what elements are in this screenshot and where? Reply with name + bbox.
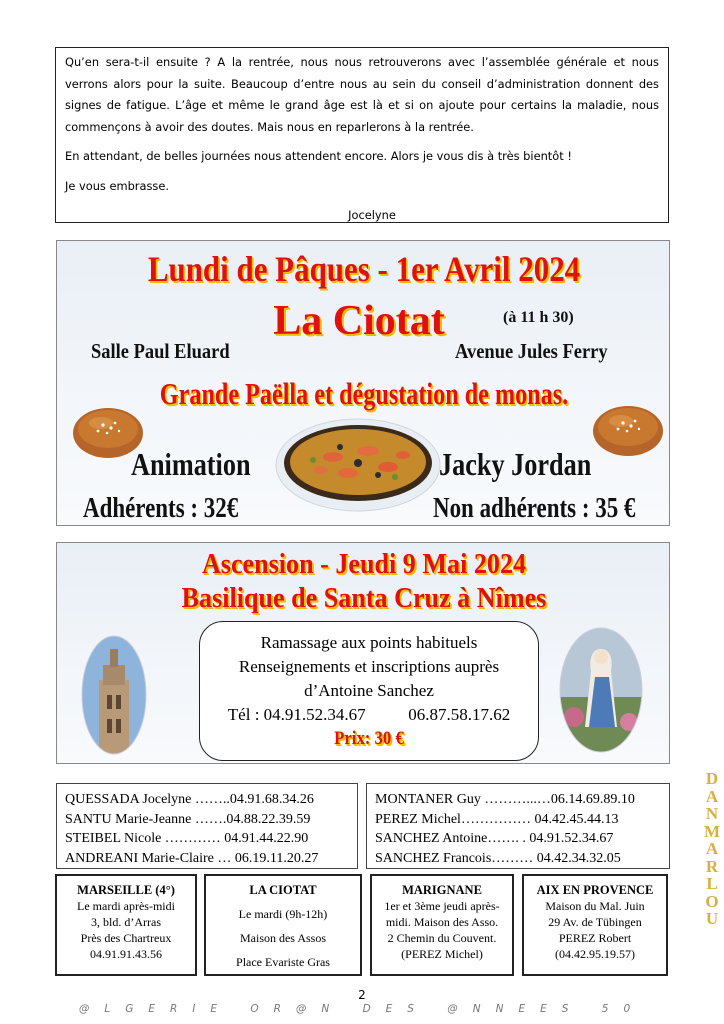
letter-paragraph-1: Qu’en sera-t-il ensuite ? A la rentrée, nous nous retrouverons avec l’assemblée générale et nous verrons alors pour la suite. Beaucoup d’entre nous au sein du conseil d’administration donnent des signes de fatigue. L’âge et même le grand âge est là et si on ajoute pour certains la maladie, nous commençons à avoir des doutes. Mais nous en reparlerons à la rentrée. [65, 55, 659, 134]
contact-row [375, 790, 669, 810]
office-line: PEREZ Robert [558, 931, 632, 945]
easter-event-city: La Ciotat [273, 298, 445, 344]
letter-box [55, 47, 669, 223]
contact-name: SANCHEZ Francois [375, 850, 492, 866]
office-title: MARSEILLE (4°) [77, 883, 175, 897]
letter-paragraph-2: En attendant, de belles journées nous attendent encore. Alors je vous dis à très bientôt ! [65, 149, 572, 163]
contact-name: SANCHEZ Antoine [375, 831, 488, 846]
office-line: Place Evariste Gras [236, 955, 330, 969]
contact-name: MONTANER Guy [375, 792, 481, 807]
vertical-brand-text: DANMARLOU [703, 769, 721, 928]
contact-row [65, 849, 357, 869]
easter-event-venue: Salle Paul Eluard [91, 339, 230, 363]
office-aix-en-provence [522, 874, 668, 976]
ascension-event-title: Ascension - Jeudi 9 Mai 2024 [201, 548, 527, 580]
contact-phone: 04.42.34.32.05 [536, 850, 621, 866]
contact-dots: ……. [191, 811, 227, 827]
easter-event-street: Avenue Jules Ferry [455, 339, 608, 363]
office-line: Maison des Assos [239, 931, 326, 945]
easter-event-time: (à 11 h 30) [503, 309, 574, 326]
easter-event-menu: Grande Paëlla et dégustation de monas. [159, 376, 569, 411]
office-line: midi. Maison des Asso. [385, 915, 499, 929]
price-non-members: Non adhérents : 35 € [433, 493, 636, 524]
contact-phone: 04.91.44.22.90 [224, 831, 309, 846]
office-line: 1er et 3ème jeudi après- [384, 899, 500, 913]
office-title: LA CIOTAT [249, 883, 317, 897]
office-line: 29 Av. de Tübingen [548, 915, 642, 929]
office-line: (04.42.95.19.57) [555, 947, 635, 961]
office-marignane [370, 874, 514, 976]
contact-phone: 06.14.69.89.10 [550, 792, 635, 807]
contact-dots: … [213, 850, 235, 866]
contact-dots: ……… [491, 850, 537, 866]
page-number: 2 [358, 988, 366, 1002]
ascension-info-box [199, 621, 539, 761]
office-line: (PEREZ Michel) [401, 947, 483, 961]
contact-dots: ………… [161, 831, 225, 846]
footer-text: @LGERIE OR@N DES @NNEES 50 [78, 1003, 646, 1015]
office-title: MARIGNANE [402, 883, 482, 897]
ascension-price: Prix: 30 € [334, 728, 404, 749]
basilica-image [81, 635, 147, 755]
animation-label: Animation [131, 446, 251, 482]
phone-numbers [200, 703, 538, 727]
mona-brioche-image-right [591, 401, 665, 457]
contact-phone: 06.19.11.20.27 [234, 850, 319, 866]
animation-artist: Jacky Jordan [439, 446, 592, 482]
contacts-left [56, 783, 358, 869]
price-members: Adhérents : 32€ [83, 493, 239, 524]
contact-dots: ………...… [480, 792, 551, 807]
office-line: 2 Chemin du Couvent. [387, 931, 497, 945]
easter-event-title: Lundi de Pâques - 1er Avril 2024 [147, 249, 581, 289]
office-line: Le mardi (9h-12h) [238, 907, 328, 921]
registration-contact: d’Antoine Sanchez [304, 681, 434, 700]
ascension-event-place: Basilique de Santa Cruz à Nîmes [181, 582, 547, 614]
contact-name: SANTU Marie-Jeanne [65, 811, 192, 827]
paella-pan-image [273, 415, 443, 515]
letter-signature: Jocelyne [348, 208, 396, 222]
contact-dots: …………… [460, 811, 535, 827]
contact-phone: 04.88.22.39.59 [226, 811, 311, 827]
easter-event-panel [56, 240, 670, 526]
contact-row [65, 790, 357, 810]
letter-paragraph-3: Je vous embrasse. [65, 178, 169, 193]
pickup-info: Ramassage aux points habituels [260, 633, 478, 652]
office-line: 3, bld. d’Arras [91, 915, 161, 929]
contact-row [65, 810, 357, 830]
office-line: 04.91.91.43.56 [90, 947, 162, 961]
contact-name: STEIBEL Nicole [65, 831, 162, 846]
contact-row [65, 829, 357, 849]
contact-phone: 04.42.45.44.13 [534, 811, 619, 827]
office-line: Maison du Mal. Juin [545, 899, 645, 913]
ascension-event-panel [56, 542, 670, 764]
contact-dots: …….. [191, 792, 230, 807]
office-title: AIX EN PROVENCE [536, 883, 654, 897]
contact-phone: 04.91.68.34.26 [229, 792, 314, 807]
office-line: Près des Chartreux [80, 931, 172, 945]
phone-1: Tél : 04.91.52.34.67 [227, 705, 366, 724]
registration-info: Renseignements et inscriptions auprès [238, 657, 500, 676]
contact-dots: ……. . [487, 831, 530, 846]
contact-name: QUESSADA Jocelyne [65, 792, 192, 807]
madonna-statue-image [559, 627, 643, 753]
contacts-right [366, 783, 670, 869]
contact-name: PEREZ Michel [375, 811, 461, 827]
contact-phone: 04.91.52.34.67 [529, 831, 614, 846]
contact-row [375, 849, 669, 869]
office-la-ciotat [204, 874, 362, 976]
office-line: Le mardi après-midi [77, 899, 175, 913]
phone-2: 06.87.58.17.62 [408, 705, 511, 724]
contact-row [375, 810, 669, 830]
contact-name: ANDREANI Marie-Claire [65, 850, 214, 866]
contact-row [375, 829, 669, 849]
office-marseille [55, 874, 197, 976]
